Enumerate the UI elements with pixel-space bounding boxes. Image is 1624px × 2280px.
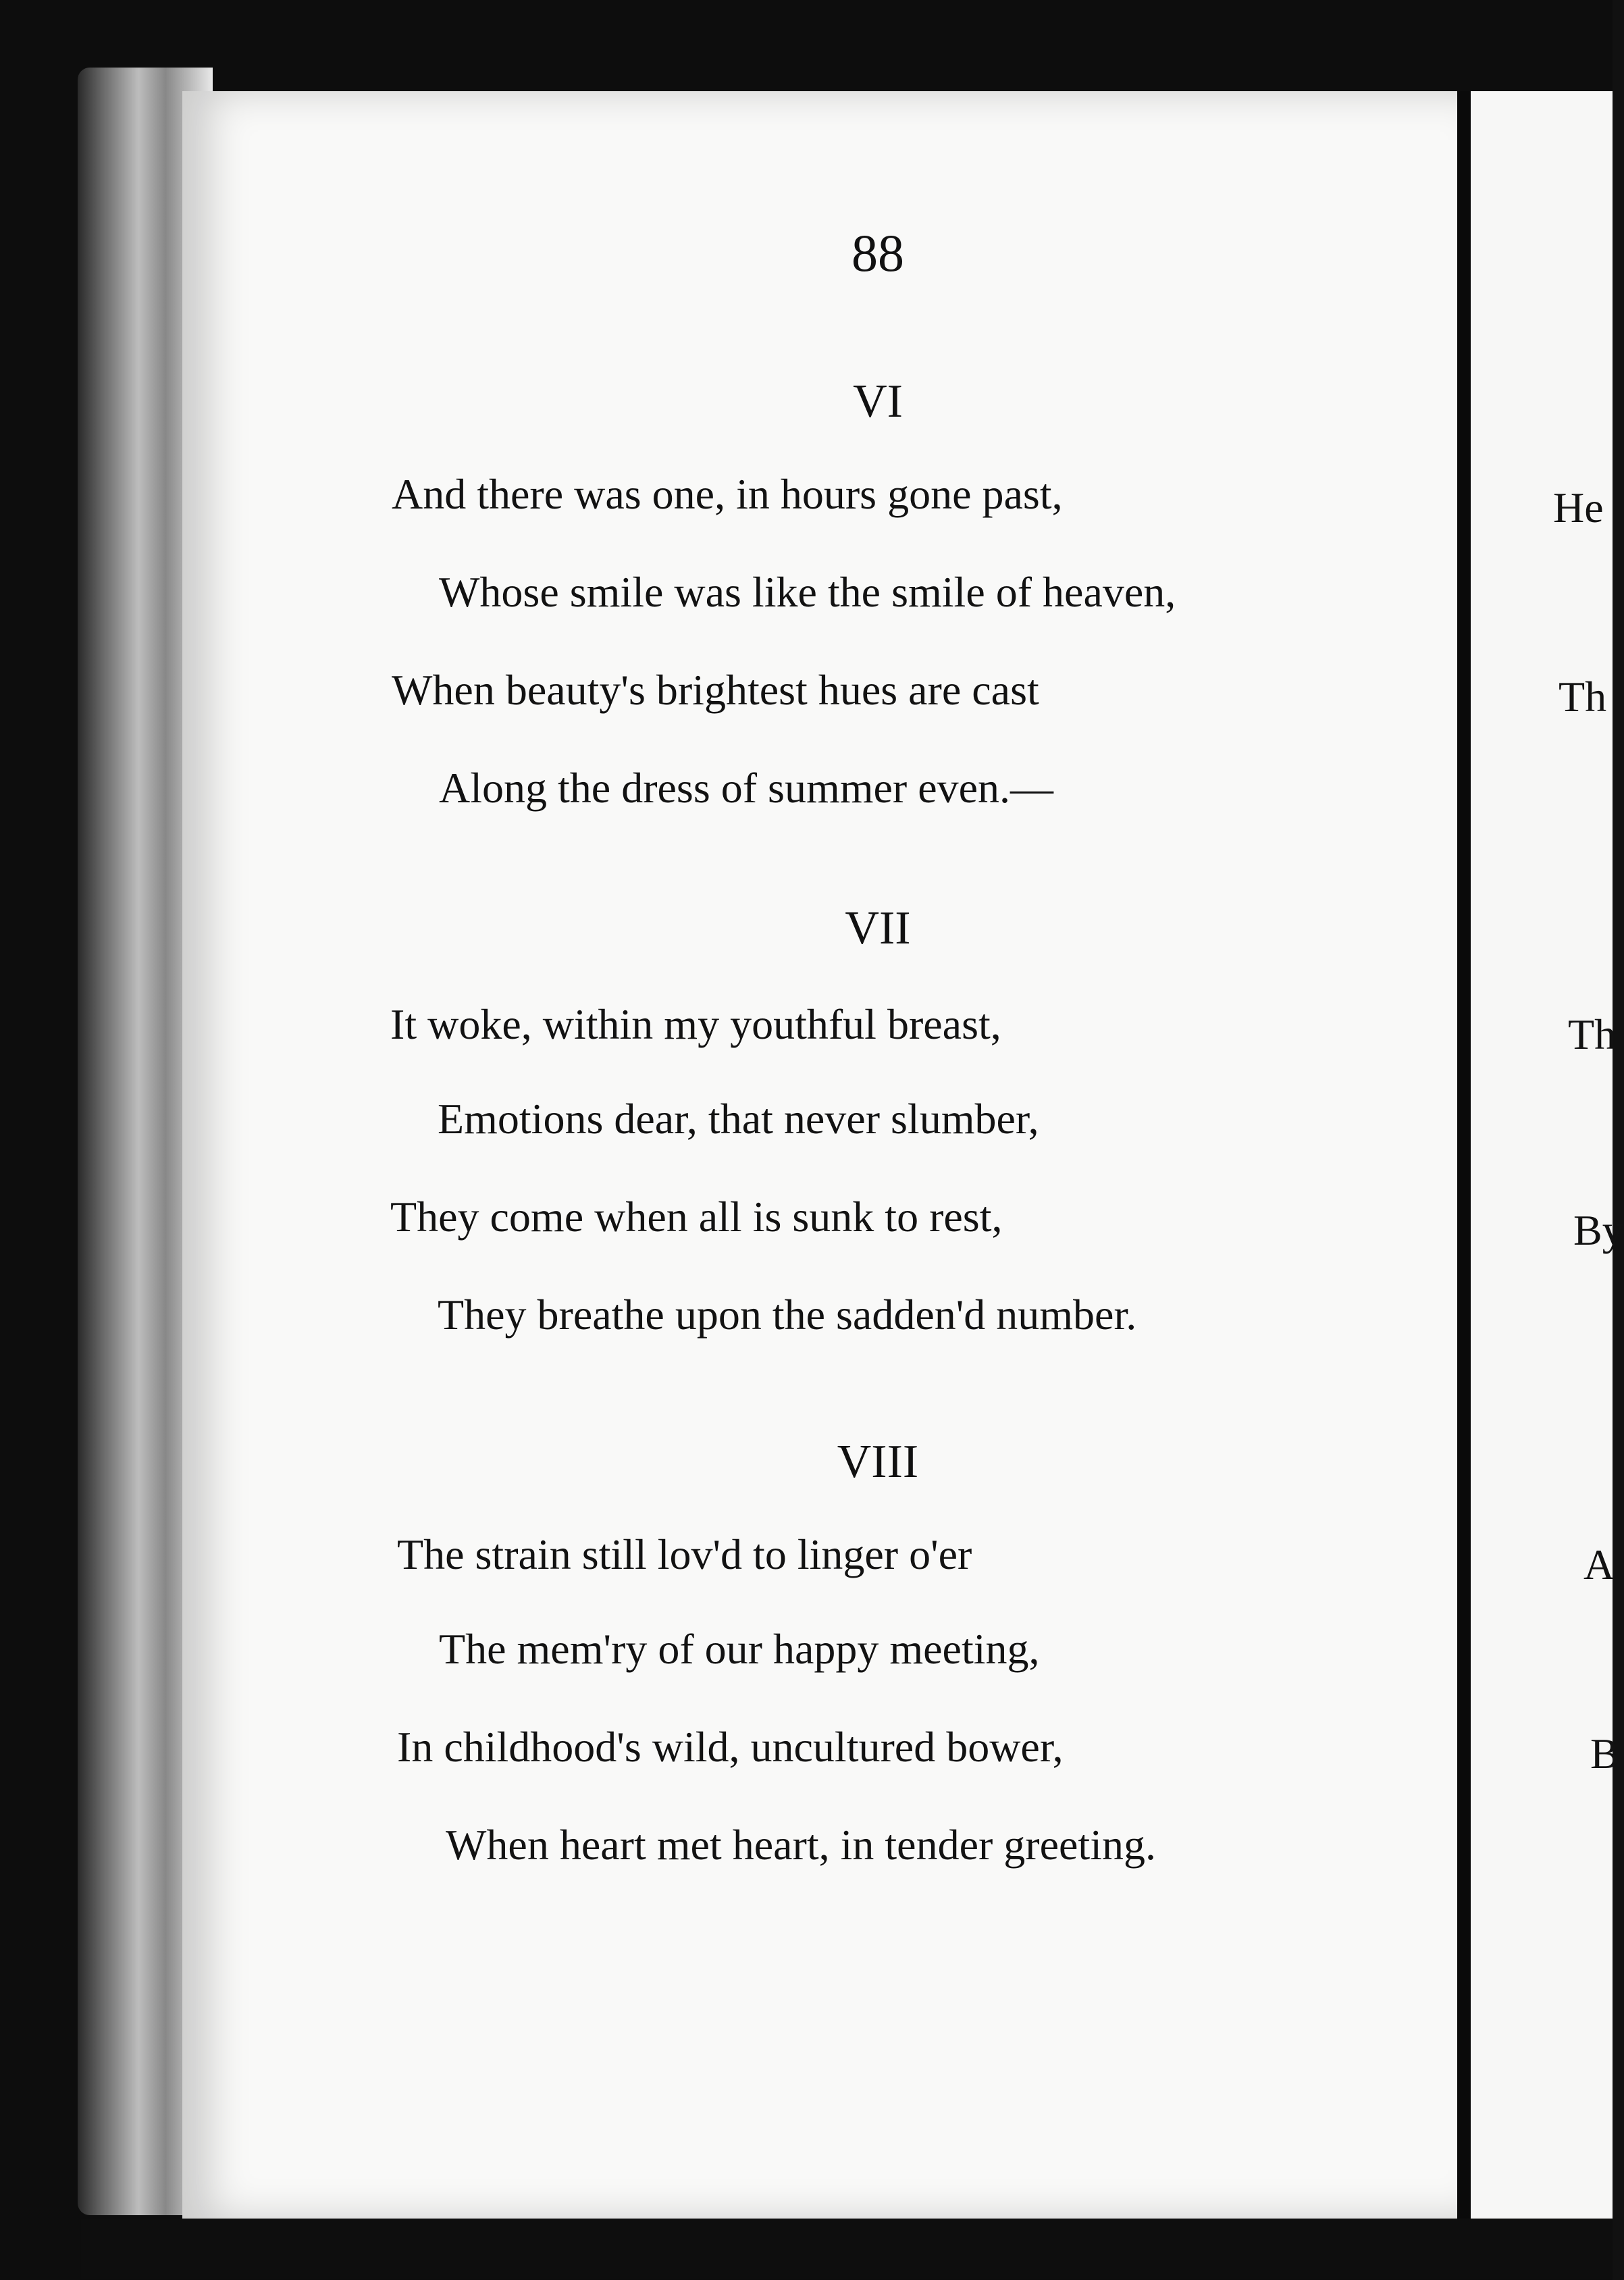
right-page bbox=[1471, 91, 1613, 2219]
verse-line: Emotions dear, that never slumber, bbox=[438, 1095, 1039, 1143]
verse-line: They come when all is sunk to rest, bbox=[390, 1193, 1003, 1241]
verse-line: Along the dress of summer even.— bbox=[439, 764, 1054, 812]
facing-page-fragment: A bbox=[1583, 1540, 1615, 1588]
verse-line: When heart met heart, in tender greeting. bbox=[446, 1821, 1156, 1869]
stanza-numeral: VII bbox=[845, 902, 911, 954]
verse-line: When beauty's brightest hues are cast bbox=[392, 666, 1039, 714]
verse-line: They breathe upon the sadden'd number. bbox=[438, 1291, 1137, 1339]
verse-line: Whose smile was like the smile of heaven, bbox=[439, 568, 1176, 616]
scan-bottom-border bbox=[81, 2219, 1613, 2279]
verse-line: And there was one, in hours gone past, bbox=[392, 470, 1063, 518]
stanza-numeral: VI bbox=[853, 375, 903, 428]
verse-line: The strain still lov'd to linger o'er bbox=[397, 1530, 972, 1578]
facing-page-fragment: He bbox=[1553, 484, 1604, 532]
book-gutter bbox=[1457, 91, 1471, 2219]
verse-line: The mem'ry of our happy meeting, bbox=[439, 1625, 1040, 1673]
facing-page-fragment: B bbox=[1590, 1730, 1619, 1778]
facing-page-fragment: Th bbox=[1558, 673, 1607, 721]
page-number: 88 bbox=[852, 224, 904, 282]
facing-page-fragment: Th bbox=[1568, 1010, 1617, 1058]
stanza-numeral: VIII bbox=[837, 1436, 919, 1488]
verse-line: It woke, within my youthful breast, bbox=[390, 1000, 1001, 1048]
facing-page-fragment: By bbox=[1573, 1206, 1624, 1254]
verse-line: In childhood's wild, uncultured bower, bbox=[397, 1723, 1064, 1771]
